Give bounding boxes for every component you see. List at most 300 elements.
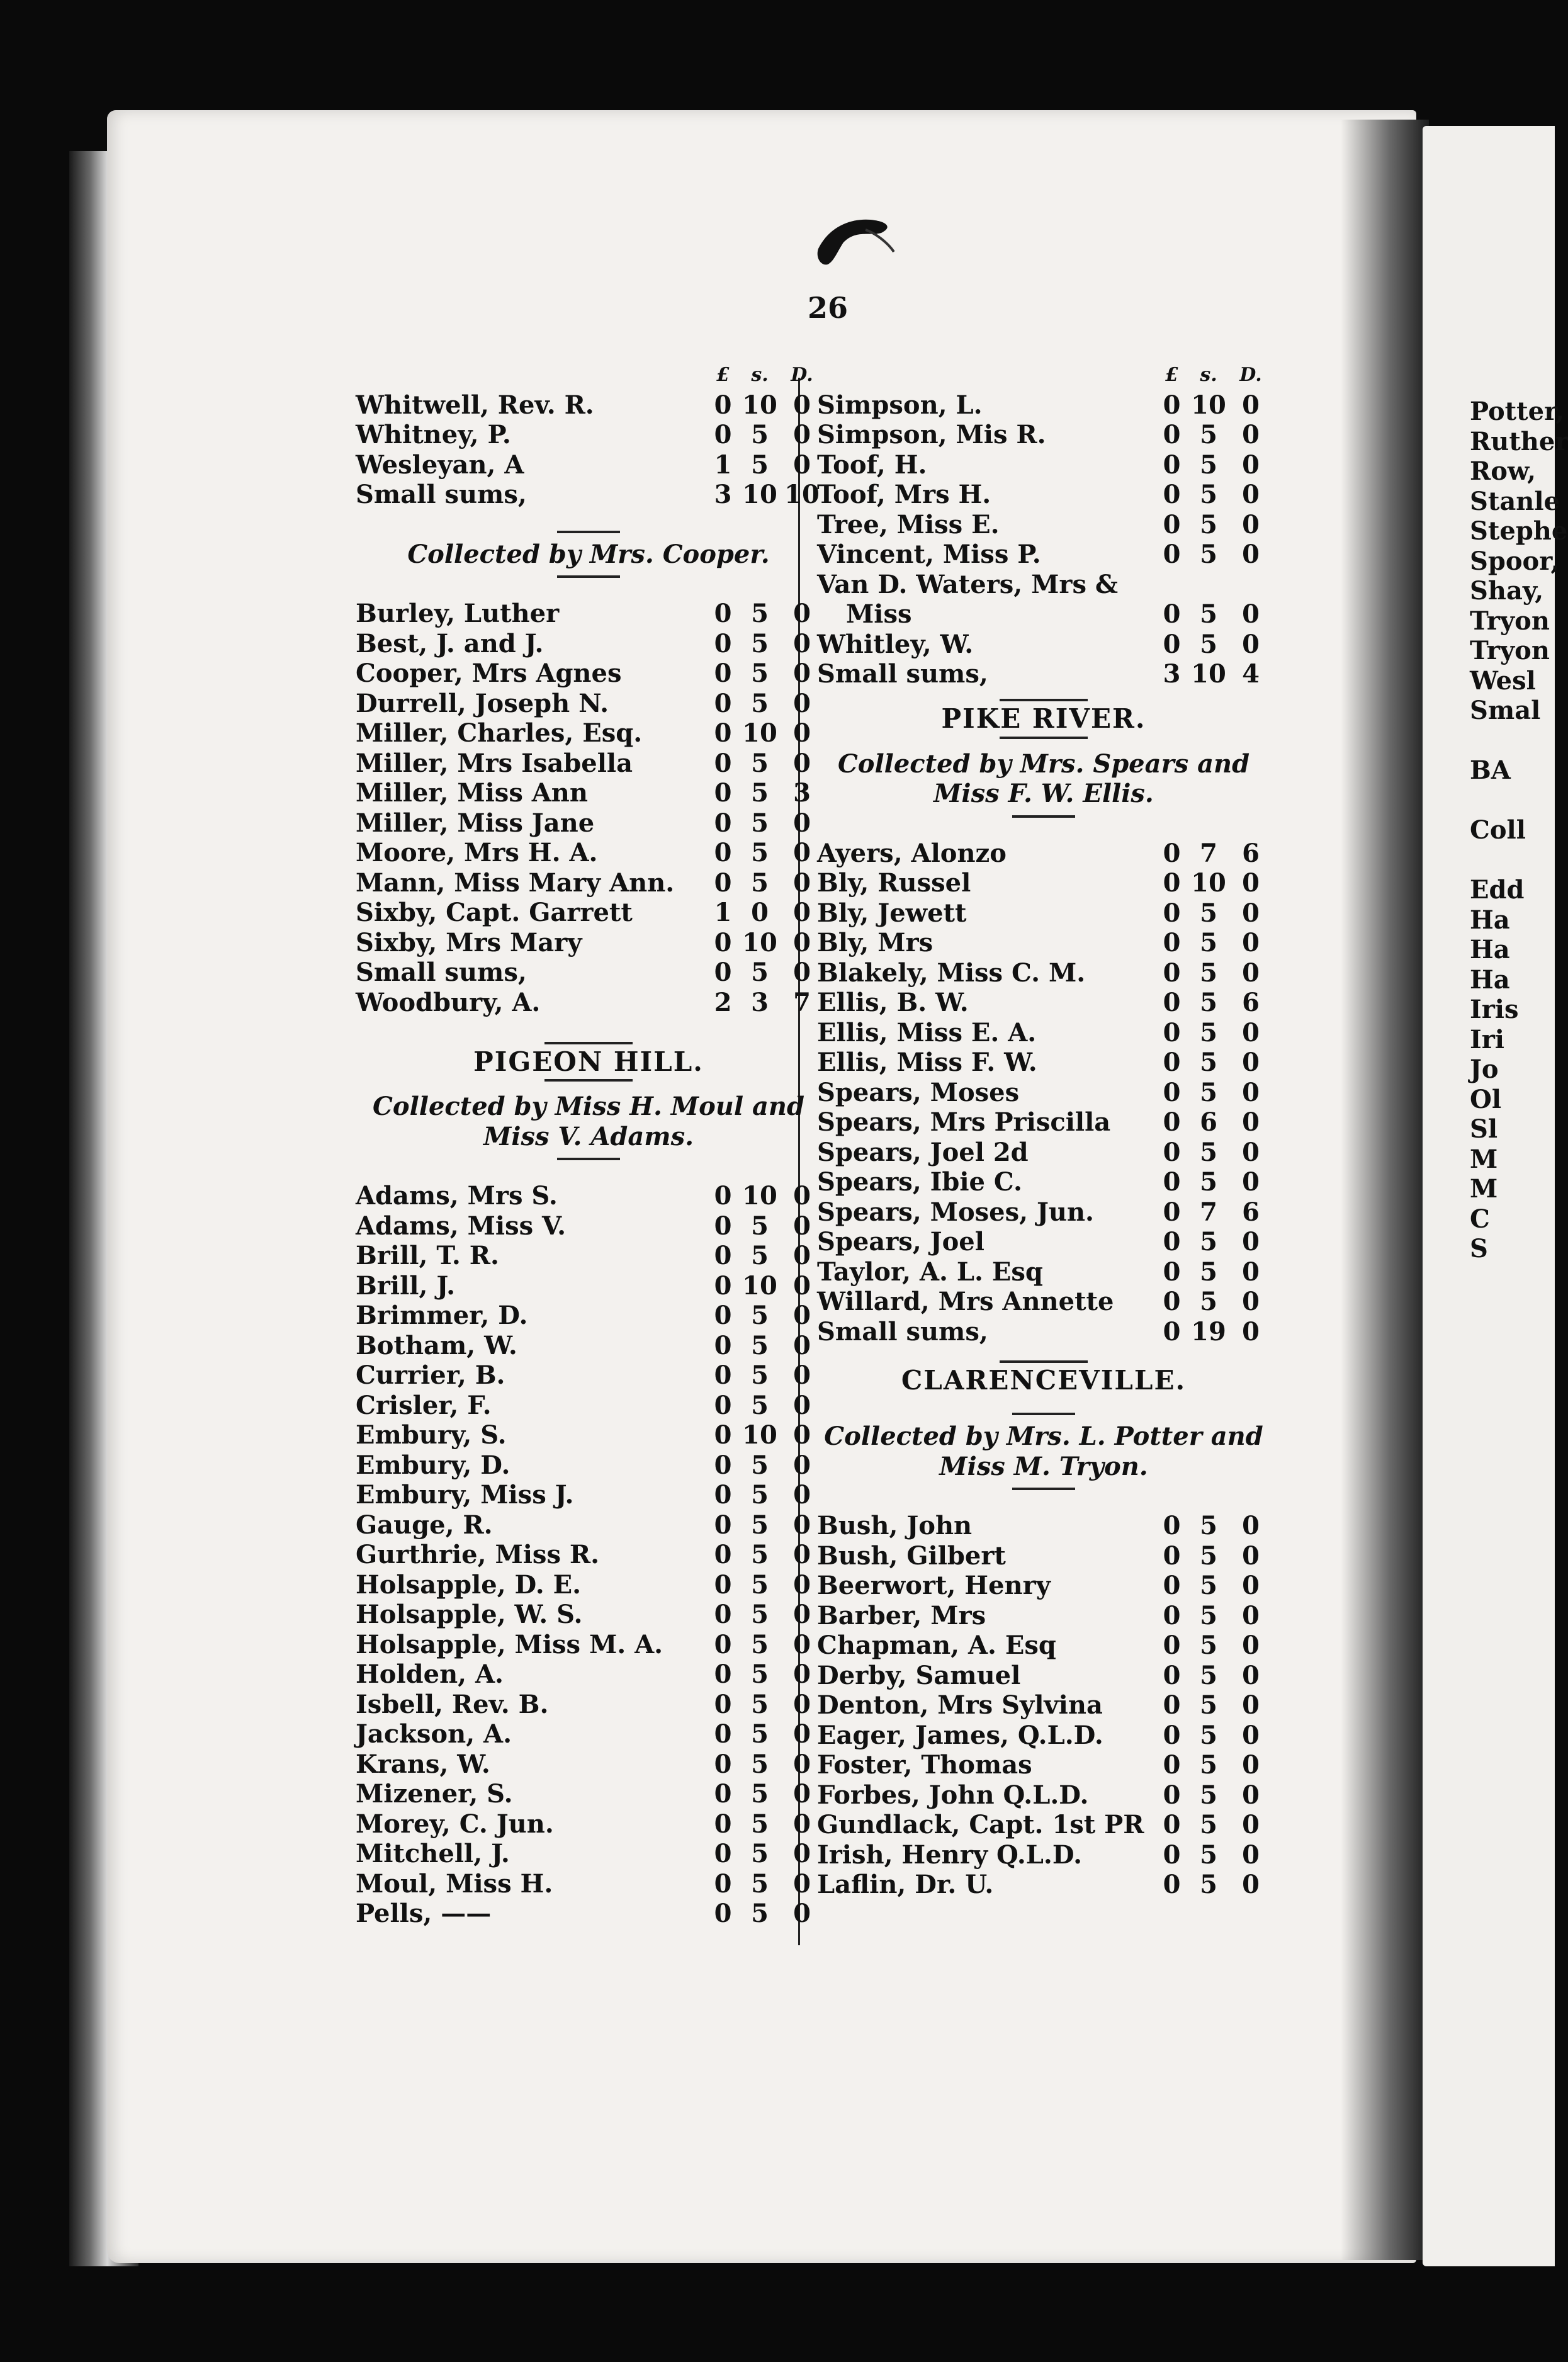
amount [702, 629, 821, 659]
subscriber-entry [356, 1241, 821, 1271]
amount-pence: 0 [793, 599, 811, 628]
subscriber-name: Ayers, Alonzo [817, 838, 1007, 868]
amount-shillings: 5 [751, 1629, 769, 1659]
section-rule [817, 809, 1270, 824]
subscriber-name: Bush, John [817, 1511, 973, 1540]
amount-pounds: 0 [714, 420, 732, 449]
subscriber-entry [356, 1839, 821, 1869]
amount-pence: 0 [793, 390, 811, 420]
amount-shillings: 5 [751, 838, 769, 867]
amount-shillings: 7 [1200, 838, 1217, 868]
amount-shillings: 5 [751, 808, 769, 838]
subscriber-name: Bly, Russel [817, 868, 971, 898]
amount-pence: 0 [1242, 898, 1260, 928]
amount-pounds: 0 [714, 1629, 732, 1659]
amount-shillings: 6 [1200, 1107, 1217, 1137]
edge-text-fragment: Ruther [1470, 426, 1568, 456]
amount-shillings: 5 [751, 420, 769, 449]
subscriber-name: Moore, Mrs H. A. [356, 838, 598, 867]
amount-pence: 0 [1242, 928, 1260, 958]
amount [702, 778, 821, 808]
amount-shillings: 5 [1200, 1690, 1217, 1720]
amount-shillings: 5 [751, 599, 769, 628]
amount-shillings: 5 [1200, 1048, 1217, 1077]
amount-pounds: 0 [1163, 838, 1181, 868]
amount-pence: 6 [1242, 838, 1260, 868]
subscriber-entry [817, 1630, 1270, 1661]
amount-pence: 0 [793, 688, 811, 718]
amount [702, 898, 821, 928]
amount [1151, 1750, 1270, 1780]
amount-pounds: 0 [714, 1689, 732, 1719]
amount-shillings: 10 [742, 1270, 777, 1301]
amount-pounds: 0 [714, 1719, 732, 1749]
amount [1151, 480, 1270, 510]
amount [1151, 630, 1270, 660]
subscriber-entry [356, 1899, 821, 1929]
subscriber-name: Gundlack, Capt. 1st PR [817, 1810, 1144, 1839]
amount-pounds: 0 [1163, 868, 1181, 898]
subscriber-entry [356, 1331, 821, 1361]
subscriber-entry [817, 1870, 1270, 1900]
amount-pounds: 0 [714, 688, 732, 718]
subscriber-name: Forbes, John Q.L.D. [817, 1780, 1089, 1810]
amount-shillings: 5 [1200, 420, 1217, 449]
amount-pounds: 0 [1163, 1720, 1181, 1750]
amount [1151, 1840, 1270, 1870]
edge-text-fragment: Wesl [1470, 665, 1536, 696]
amount-pounds: 0 [1163, 1287, 1181, 1316]
amount-pence: 0 [793, 1420, 811, 1450]
amount-shillings: 10 [1191, 659, 1226, 689]
amount-pence: 0 [1242, 1167, 1260, 1197]
amount-pounds: 0 [1163, 449, 1181, 480]
amount-shillings: 5 [1200, 449, 1217, 480]
subscriber-name: Mitchell, J. [356, 1839, 510, 1868]
subscriber-list [356, 1181, 821, 1929]
amount-pence: 0 [793, 449, 811, 480]
amount [1151, 928, 1270, 958]
amount [702, 1749, 821, 1780]
amount [1151, 1138, 1270, 1168]
amount-shillings: 5 [1200, 599, 1217, 629]
right-column [817, 360, 1270, 1900]
edge-text-fragment [1470, 726, 1555, 756]
amount-shillings: 5 [1200, 1511, 1217, 1540]
edge-text-fragment: Stephe [1470, 516, 1568, 546]
subscriber-name: Pells, —— [356, 1899, 492, 1928]
amount-pence: 0 [793, 628, 811, 658]
subscriber-name: Embury, D. [356, 1450, 510, 1480]
amount [1151, 1227, 1270, 1257]
subscriber-name: Eager, James, Q.L.D. [817, 1720, 1103, 1750]
amount [1151, 1197, 1270, 1228]
amount-pence: 0 [1242, 1017, 1260, 1048]
subscriber-entry [817, 1167, 1270, 1197]
subscriber-name: Durrell, Joseph N. [356, 688, 609, 718]
edge-text-fragment: Shay, [1470, 576, 1544, 606]
gutter-shadow [1341, 120, 1429, 2260]
amount-pence: 0 [1242, 1600, 1260, 1630]
amount-shillings: 5 [1200, 1257, 1217, 1287]
amount-pence: 0 [793, 1809, 811, 1839]
amount-shillings: 5 [1200, 1287, 1217, 1316]
amount-pounds: 0 [1163, 1316, 1181, 1347]
currency-header: £ s. D. [716, 364, 813, 386]
amount-pence: 0 [1242, 629, 1260, 659]
subscriber-name: Miller, Mrs Isabella [356, 748, 633, 778]
subscriber-entry [817, 1661, 1270, 1691]
amount-pence: 0 [1242, 1870, 1260, 1899]
subscriber-entry [356, 868, 821, 898]
amount-shillings: 10 [1191, 390, 1226, 420]
amount-pence: 0 [1242, 1660, 1260, 1690]
amount-shillings: 5 [1200, 898, 1217, 928]
amount-shillings: 10 [742, 1420, 777, 1450]
subscriber-entry [817, 1721, 1270, 1751]
amount [702, 480, 821, 510]
amount-shillings: 5 [1200, 1750, 1217, 1780]
amount-pence: 0 [793, 1301, 811, 1330]
amount [702, 1659, 821, 1690]
amount-pence: 0 [1242, 1750, 1260, 1780]
subscriber-name: Adams, Miss V. [356, 1211, 567, 1241]
subscriber-name: Small sums, [356, 480, 527, 509]
amount-shillings: 5 [1200, 958, 1217, 988]
amount-pence: 0 [1242, 1287, 1260, 1316]
subscriber-name: Sixby, Capt. Garrett [356, 898, 633, 927]
subscriber-entry [817, 1048, 1270, 1078]
subscriber-name: Currier, B. [356, 1360, 505, 1390]
amount-pounds: 0 [714, 958, 732, 987]
subscriber-name: Burley, Luther [356, 599, 560, 628]
amount-pence: 0 [1242, 449, 1260, 480]
subscriber-name: Van D. Waters, Mrs & [817, 569, 1119, 599]
next-page-text [1423, 397, 1568, 1264]
amount [702, 808, 821, 839]
amount-pence: 0 [1242, 1571, 1260, 1600]
amount-pounds: 0 [714, 748, 732, 778]
subscriber-entry [817, 898, 1270, 929]
amount-pence: 0 [793, 1360, 811, 1390]
subscriber-name: Small sums, [817, 1316, 988, 1347]
amount-pence: 0 [793, 1868, 811, 1899]
subscriber-list [817, 390, 1270, 689]
amount-pounds: 0 [1163, 1257, 1181, 1287]
subscriber-name: Gauge, R. [356, 1510, 493, 1540]
subscriber-name: Holden, A. [356, 1659, 504, 1689]
amount [1151, 1107, 1270, 1138]
subscriber-entry [817, 599, 1270, 630]
amount [702, 718, 821, 749]
amount [702, 1271, 821, 1301]
subscriber-entry [817, 868, 1270, 898]
amount-pounds: 0 [1163, 1660, 1181, 1690]
subscriber-entry [356, 1480, 821, 1510]
amount [1151, 1780, 1270, 1811]
amount-pence: 0 [793, 1540, 811, 1569]
subscriber-entry [356, 898, 821, 928]
subscriber-name: Whitwell, Rev. R. [356, 390, 594, 420]
subscriber-entry [356, 1869, 821, 1899]
subscriber-entry [817, 958, 1270, 988]
amount-shillings: 5 [1200, 480, 1217, 509]
subscriber-entry [356, 658, 821, 689]
amount-shillings: 5 [751, 778, 769, 808]
amount [702, 1480, 821, 1510]
subscriber-name: Toof, H. [817, 449, 927, 480]
subscriber-entry [356, 629, 821, 659]
page-number: 26 [807, 291, 848, 325]
amount-pence: 0 [793, 1719, 811, 1749]
edge-text-fragment: BA [1470, 755, 1511, 785]
amount-pounds: 0 [714, 599, 732, 628]
subscriber-name: Bly, Mrs [817, 928, 933, 958]
amount [1151, 1541, 1270, 1571]
subscriber-entry [817, 1571, 1270, 1601]
amount-pounds: 0 [714, 1480, 732, 1510]
amount-pounds: 0 [714, 1868, 732, 1899]
amount-shillings: 5 [1200, 1600, 1217, 1630]
amount-shillings: 5 [1200, 1660, 1217, 1690]
subscriber-entry [356, 718, 821, 749]
subscriber-name: Beerwort, Henry [817, 1571, 1051, 1600]
amount-pence: 0 [1242, 1077, 1260, 1107]
amount-shillings: 5 [751, 1480, 769, 1510]
amount-shillings: 5 [751, 1330, 769, 1360]
amount [702, 838, 821, 868]
amount-pence: 0 [793, 1241, 811, 1270]
amount [702, 868, 821, 898]
amount [702, 1809, 821, 1839]
amount-pence: 0 [793, 1390, 811, 1420]
subscriber-entry [817, 570, 1270, 600]
amount-shillings: 10 [1191, 868, 1226, 898]
amount-pence: 0 [793, 867, 811, 898]
subscriber-name: Miss [846, 599, 912, 629]
subscriber-entry [356, 1690, 821, 1720]
amount [702, 1690, 821, 1720]
subscriber-entry [356, 1809, 821, 1839]
subscriber-name: Botham, W. [356, 1330, 517, 1360]
amount-pence: 0 [793, 658, 811, 688]
amount-pence: 0 [793, 1600, 811, 1629]
amount-pence: 0 [793, 1659, 811, 1689]
subscriber-entry [817, 1511, 1270, 1541]
subscriber-entry [817, 1840, 1270, 1870]
subscriber-name: Morey, C. Jun. [356, 1809, 554, 1839]
subscriber-name: Embury, Miss J. [356, 1480, 574, 1510]
amount-shillings: 5 [1200, 1227, 1217, 1257]
amount-pounds: 0 [714, 1270, 732, 1301]
subscriber-entry [817, 1018, 1270, 1048]
amount [702, 1420, 821, 1450]
amount-pounds: 0 [1163, 1017, 1181, 1048]
amount-pence: 0 [793, 808, 811, 838]
amount-pounds: 0 [714, 1600, 732, 1629]
amount [1151, 1630, 1270, 1661]
amount-shillings: 10 [742, 390, 777, 420]
subscriber-name: Adams, Mrs S. [356, 1181, 558, 1211]
subscriber-entry [817, 390, 1270, 421]
amount [1151, 510, 1270, 540]
subscriber-list [817, 839, 1270, 1347]
amount [702, 1510, 821, 1540]
amount-shillings: 5 [1200, 1810, 1217, 1839]
amount-shillings: 5 [1200, 540, 1217, 569]
amount [702, 958, 821, 988]
amount-pounds: 0 [1163, 1870, 1181, 1899]
subscriber-name: Willard, Mrs Annette [817, 1287, 1114, 1316]
amount [1151, 1571, 1270, 1601]
amount-shillings: 3 [751, 987, 769, 1017]
amount [702, 988, 821, 1018]
amount-pounds: 0 [1163, 599, 1181, 629]
amount-pounds: 0 [714, 1569, 732, 1600]
amount-shillings: 5 [751, 1241, 769, 1270]
amount-pence: 0 [1242, 1630, 1260, 1660]
amount-pounds: 0 [714, 1659, 732, 1689]
amount-pence: 0 [793, 1270, 811, 1301]
amount-pounds: 0 [1163, 1750, 1181, 1780]
subscriber-entry [356, 928, 821, 958]
subscriber-name: Tree, Miss E. [817, 509, 1000, 540]
subscriber-name: Best, J. and J. [356, 628, 544, 658]
amount-pounds: 0 [1163, 1107, 1181, 1137]
amount [1151, 1511, 1270, 1541]
subscriber-entry [817, 659, 1270, 689]
amount [1151, 599, 1270, 630]
edge-text-fragment: Coll [1470, 815, 1526, 845]
amount-pence: 0 [793, 420, 811, 449]
subscriber-entry [356, 1211, 821, 1241]
subscriber-entry [817, 1078, 1270, 1108]
subscriber-entry [817, 480, 1270, 510]
amount [702, 390, 821, 421]
amount [702, 1301, 821, 1331]
amount-pounds: 0 [1163, 1197, 1181, 1227]
subscriber-entry [817, 1601, 1270, 1631]
subscriber-entry [356, 778, 821, 808]
amount-shillings: 5 [751, 1510, 769, 1540]
subscriber-entry [356, 420, 821, 450]
amount-pence: 0 [793, 958, 811, 987]
amount [702, 1391, 821, 1421]
amount-pounds: 0 [1163, 1540, 1181, 1571]
amount-pounds: 0 [714, 1749, 732, 1779]
amount-shillings: 5 [751, 658, 769, 688]
edge-text-fragment: Smal [1470, 696, 1541, 725]
collector-line: Collected by Mrs. L. Potter and Miss M. Tryon. [824, 1421, 1263, 1481]
subscriber-list [356, 599, 821, 1017]
subscriber-name: Blakely, Miss C. M. [817, 958, 1086, 988]
section-rule [356, 1151, 821, 1167]
subscriber-entry [817, 1690, 1270, 1721]
amount-pounds: 0 [714, 1779, 732, 1809]
subscriber-entry [817, 1317, 1270, 1347]
next-page-edge [1423, 126, 1568, 2266]
amount-shillings: 5 [1200, 1137, 1217, 1167]
amount [1151, 420, 1270, 450]
subscriber-entry [817, 1197, 1270, 1228]
amount-pounds: 0 [714, 1809, 732, 1839]
edge-text-fragment: Sl [1470, 1114, 1498, 1144]
subscriber-name: Crisler, F. [356, 1390, 492, 1420]
amount-shillings: 5 [1200, 1839, 1217, 1870]
amount-pounds: 0 [714, 1839, 732, 1868]
subscriber-entry [817, 988, 1270, 1018]
amount-pence: 6 [1242, 988, 1260, 1017]
edge-text-fragment [1470, 845, 1555, 876]
subscriber-entry [817, 1750, 1270, 1780]
subscriber-entry [356, 749, 821, 779]
amount-pounds: 0 [1163, 390, 1181, 420]
subscriber-name: Laflin, Dr. U. [817, 1870, 994, 1899]
amount-pence: 0 [1242, 1107, 1260, 1137]
subscriber-name: Spears, Joel [817, 1227, 984, 1257]
left-column [356, 360, 821, 1929]
amount-pence: 10 [784, 480, 820, 509]
amount [702, 1600, 821, 1630]
amount-pounds: 0 [714, 1390, 732, 1420]
edge-text-fragment: Spoor, [1470, 546, 1560, 576]
subscriber-name: Bush, Gilbert [817, 1540, 1006, 1571]
subscriber-entry [356, 1510, 821, 1540]
amount-pence: 3 [793, 778, 811, 808]
amount [1151, 1018, 1270, 1048]
amount-pounds: 0 [1163, 1630, 1181, 1660]
subscriber-name: Wesleyan, A [356, 449, 524, 480]
subscriber-name: Brimmer, D. [356, 1301, 528, 1330]
subscriber-name: Jackson, A. [356, 1719, 512, 1749]
amount-pence: 0 [793, 927, 811, 958]
subscriber-entry [817, 928, 1270, 958]
amount [702, 420, 821, 450]
amount-shillings: 5 [1200, 1720, 1217, 1750]
amount [1151, 450, 1270, 480]
currency-header: £ s. D. [1165, 364, 1262, 386]
amount-pounds: 0 [1163, 509, 1181, 540]
amount-pence: 0 [1242, 420, 1260, 449]
subscriber-name: Miller, Miss Ann [356, 778, 588, 808]
amount-shillings: 5 [751, 1390, 769, 1420]
amount-pence: 0 [1242, 1839, 1260, 1870]
edge-text-fragment: M [1470, 1144, 1498, 1174]
subscriber-entry [356, 1271, 821, 1301]
subscriber-name: Ellis, B. W. [817, 988, 969, 1017]
amount-pounds: 0 [1163, 1227, 1181, 1257]
amount-pence: 0 [793, 1899, 811, 1928]
amount-shillings: 5 [1200, 1077, 1217, 1107]
amount-pence: 0 [1242, 1720, 1260, 1750]
subscriber-name: Simpson, Mis R. [817, 420, 1046, 449]
amount-pence: 0 [793, 838, 811, 867]
amount-pounds: 0 [714, 628, 732, 658]
amount-pounds: 0 [714, 1510, 732, 1540]
amount-pounds: 0 [714, 390, 732, 420]
edge-text-fragment: Tryon [1470, 606, 1550, 636]
subscriber-entry [356, 988, 821, 1018]
subscriber-name: Foster, Thomas [817, 1750, 1032, 1780]
amount-pounds: 0 [714, 1330, 732, 1360]
amount-shillings: 10 [742, 1181, 777, 1211]
amount-pence: 0 [1242, 1511, 1260, 1540]
subscriber-name: Small sums, [356, 958, 527, 987]
section-rule [356, 569, 821, 584]
amount [702, 1241, 821, 1271]
amount-pence: 0 [1242, 1540, 1260, 1571]
subscriber-entry [817, 1780, 1270, 1811]
